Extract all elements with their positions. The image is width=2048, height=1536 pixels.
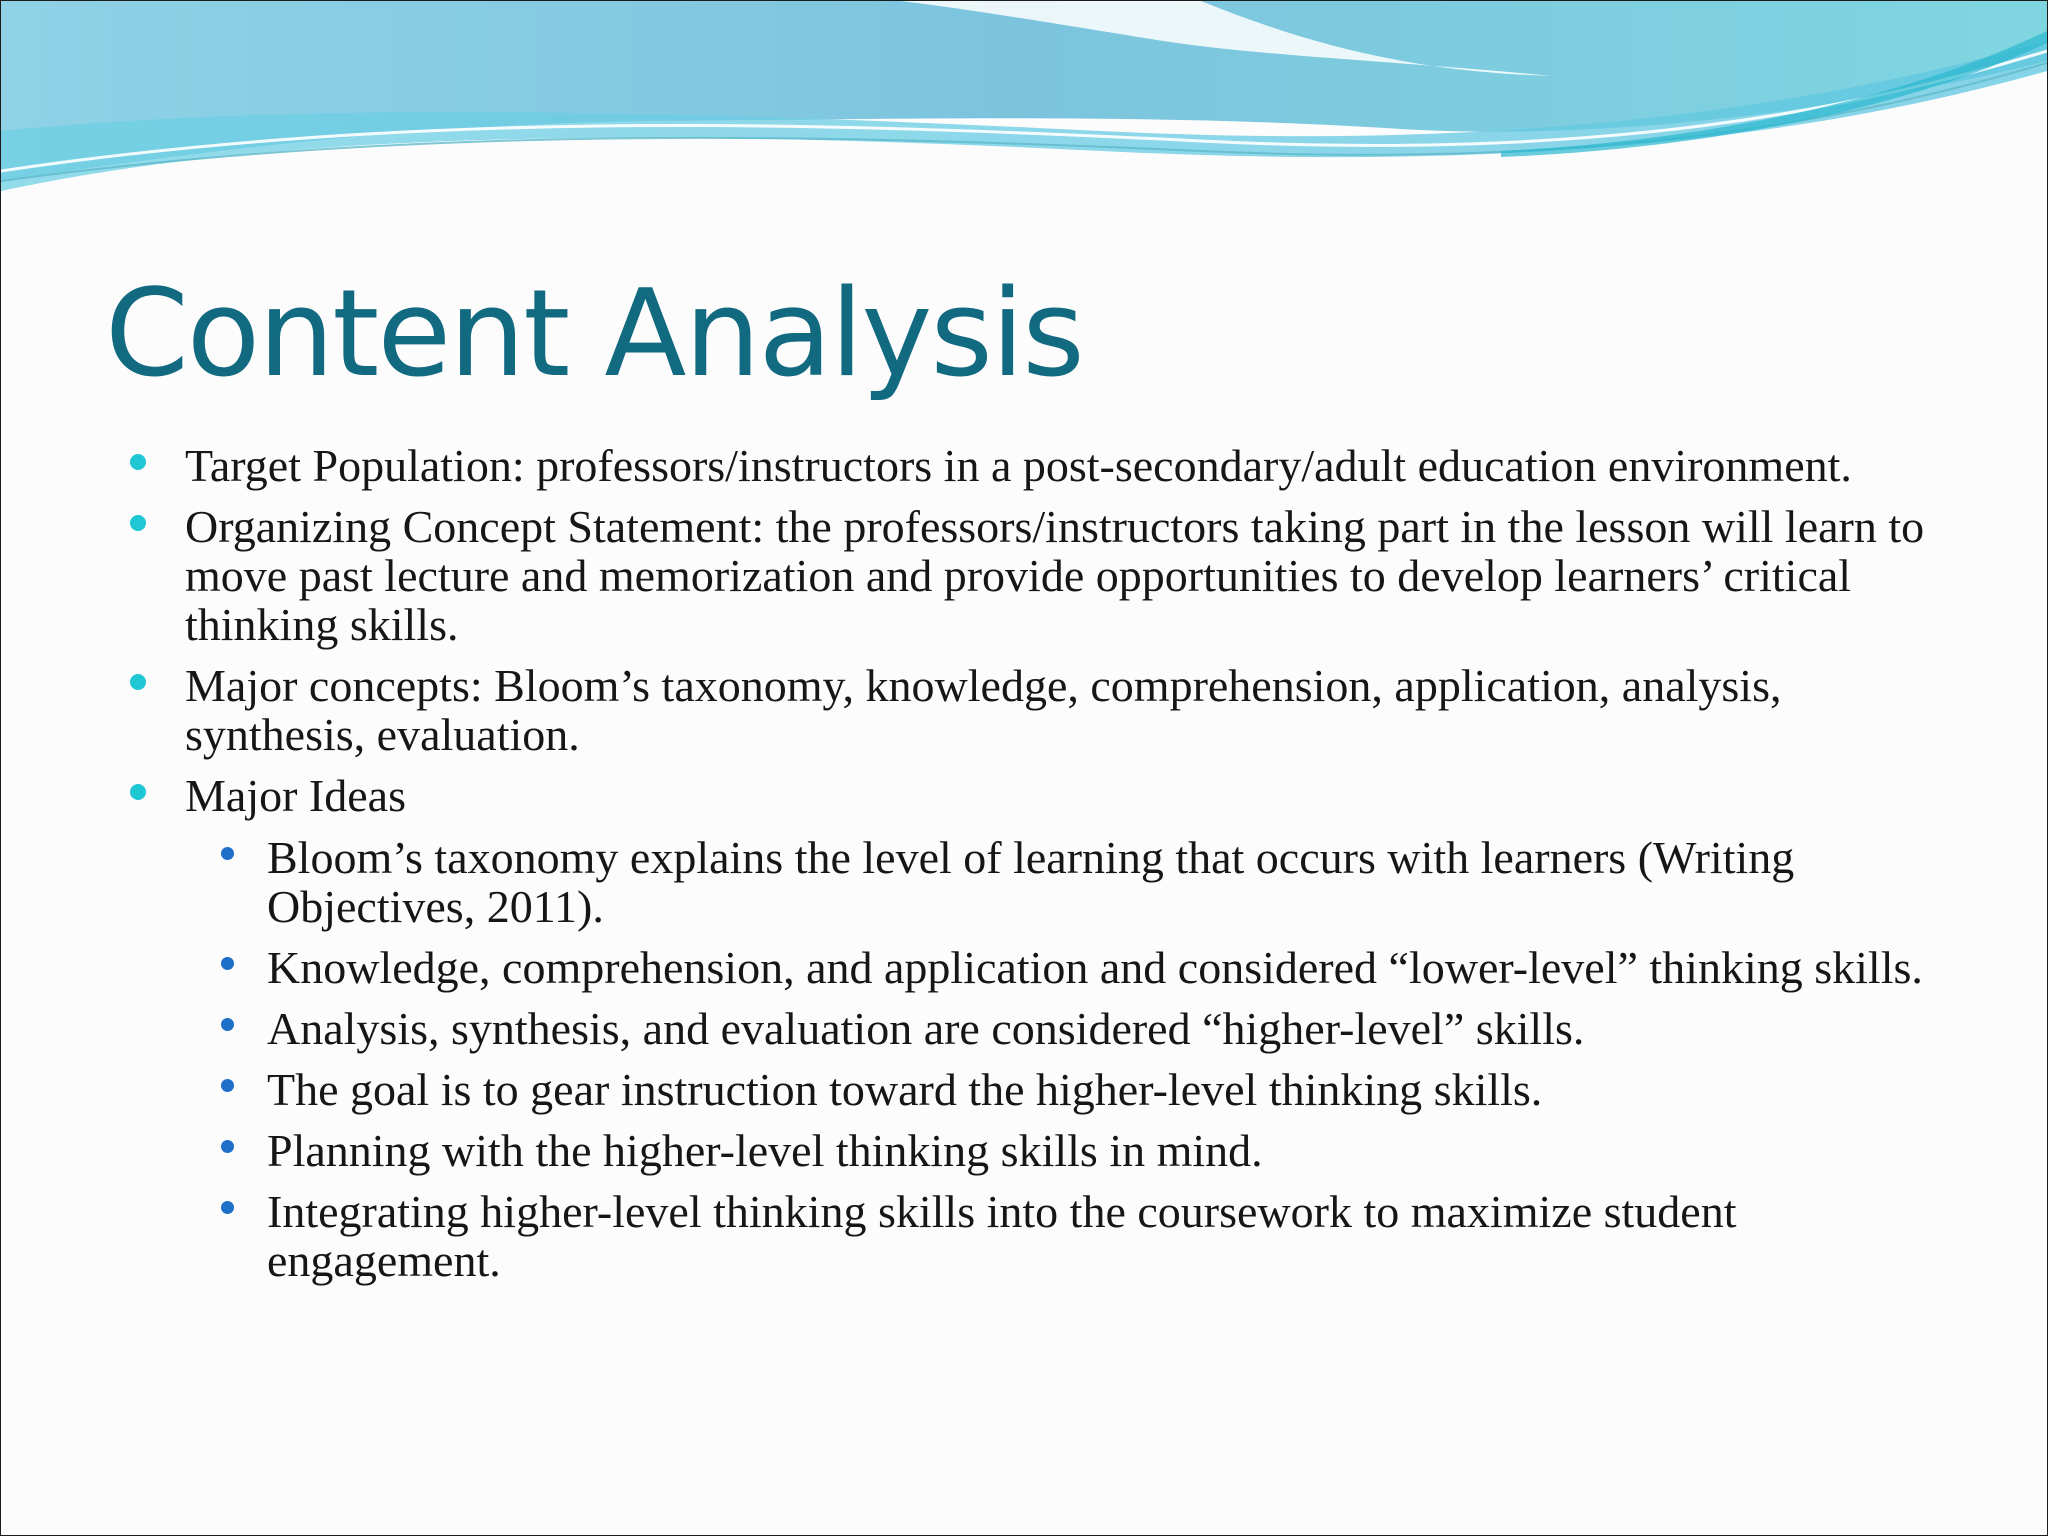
bullet-list bbox=[185, 441, 1955, 1297]
sub-bullet-item bbox=[267, 1187, 1955, 1285]
sub-bullet-item bbox=[267, 833, 1955, 931]
sub-bullet-item bbox=[267, 1126, 1955, 1175]
sub-bullet-text: Knowledge, comprehension, and application and considered “lower-level” thinking skills. bbox=[267, 942, 1923, 993]
header-wave-decoration bbox=[1, 1, 2047, 241]
bullet-item-organizing-concept bbox=[185, 502, 1955, 649]
sub-bullet-text: Integrating higher-level thinking skills into the coursework to maximize student engagement. bbox=[267, 1186, 1737, 1286]
bullet-text: Major concepts: Bloom’s taxonomy, knowledge, comprehension, application, analysis, synthesis, evaluation. bbox=[185, 660, 1782, 760]
sub-bullet-text: Analysis, synthesis, and evaluation are considered “higher-level” skills. bbox=[267, 1003, 1585, 1054]
sub-bullet-item bbox=[267, 943, 1955, 992]
bullet-text: Major Ideas bbox=[185, 770, 406, 821]
sub-bullet-item bbox=[267, 1065, 1955, 1114]
sub-bullet-item bbox=[267, 1004, 1955, 1053]
sub-bullet-text: The goal is to gear instruction toward the higher-level thinking skills. bbox=[267, 1064, 1543, 1115]
bullet-item-major-ideas bbox=[185, 771, 1955, 1285]
bullet-text: Target Population: professors/instructors in a post-secondary/adult education environment. bbox=[185, 440, 1852, 491]
slide-title: Content Analysis bbox=[105, 265, 1083, 404]
bullet-text: Organizing Concept Statement: the professors/instructors taking part in the lesson will learn to move past lecture and memorization and provide opportunities to develop learners’ critical thinking skills. bbox=[185, 501, 1925, 650]
bullet-item-target-population bbox=[185, 441, 1955, 490]
bullet-item-major-concepts bbox=[185, 661, 1955, 759]
sub-bullet-text: Planning with the higher-level thinking skills in mind. bbox=[267, 1125, 1263, 1176]
sub-bullet-text: Bloom’s taxonomy explains the level of learning that occurs with learners (Writing Objectives, 2011). bbox=[267, 832, 1795, 932]
sub-bullet-list bbox=[267, 833, 1955, 1285]
